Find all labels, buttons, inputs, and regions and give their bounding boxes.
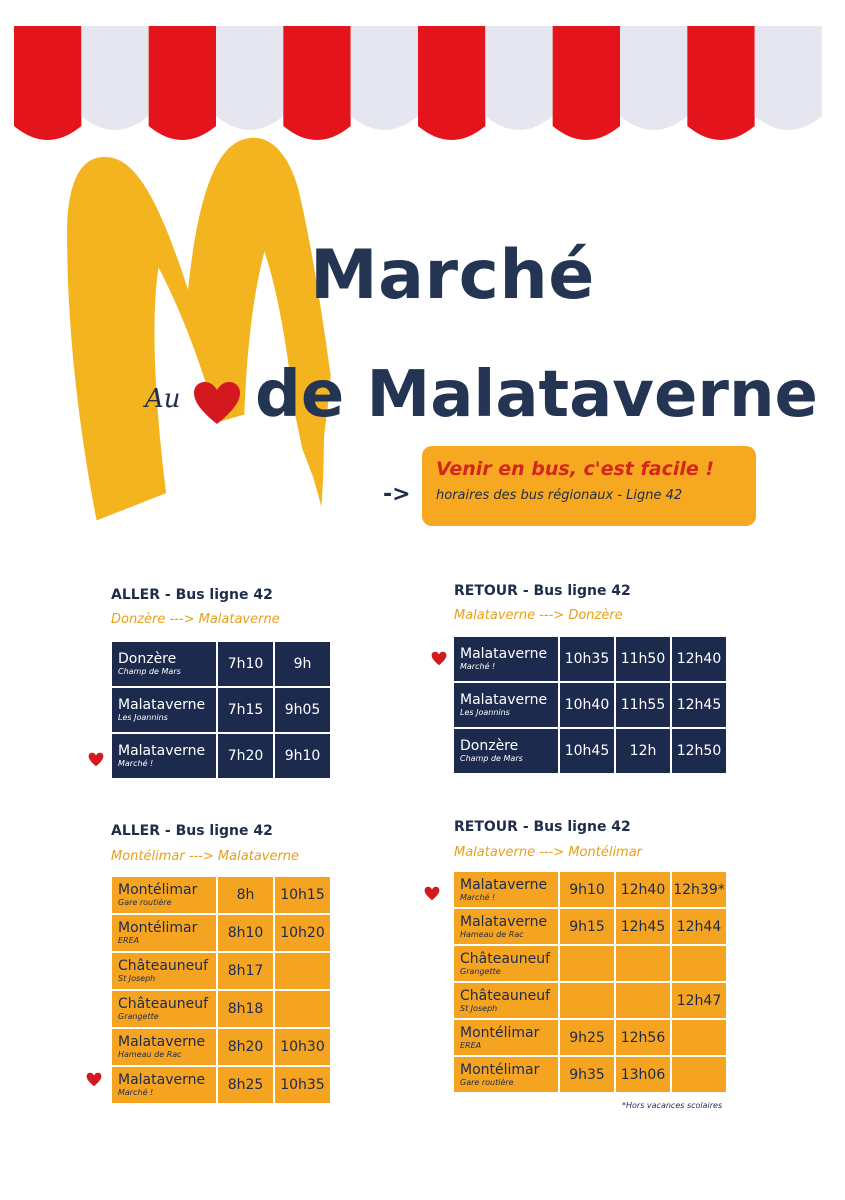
- time-cell: 10h30: [275, 1029, 330, 1065]
- time-cell: 9h25: [560, 1020, 614, 1055]
- table-row: [112, 688, 330, 732]
- stop-cell: [454, 729, 558, 773]
- stop-cell: [454, 872, 558, 907]
- table-row: [454, 1057, 726, 1092]
- timetable-aller-montelimar: [110, 875, 332, 1105]
- time-cell: 12h47: [672, 983, 726, 1018]
- time-cell: 9h05: [275, 688, 330, 732]
- stop-cell: [112, 734, 216, 778]
- stop-name: Donzère: [118, 651, 177, 667]
- stop-cell: [112, 953, 216, 989]
- stop-name: Malataverne: [460, 692, 548, 708]
- stop-name: Châteauneuf: [118, 996, 209, 1012]
- stop-cell: [112, 1067, 216, 1103]
- stop-name: Malataverne: [118, 697, 206, 713]
- stop-cell: [454, 1020, 558, 1055]
- timetable-retour-montelimar: [452, 870, 728, 1094]
- stop-subname: Hameau de Rac: [460, 929, 524, 939]
- time-cell: 12h45: [672, 683, 726, 727]
- time-cell: [616, 946, 670, 981]
- stop-cell: [112, 991, 216, 1027]
- time-cell: 12h56: [616, 1020, 670, 1055]
- table-row: [454, 729, 726, 773]
- aller2-title: ALLER - Bus ligne 42: [111, 823, 273, 839]
- stop-name: Malataverne: [460, 646, 548, 662]
- table-row: [454, 637, 726, 681]
- timetable-retour-donzere: [452, 635, 728, 775]
- time-cell: [275, 953, 330, 989]
- time-cell: 7h15: [218, 688, 273, 732]
- stop-subname: St Joseph: [460, 1003, 498, 1013]
- time-cell: 11h55: [616, 683, 670, 727]
- stop-subname: Hameau de Rac: [118, 1050, 182, 1059]
- time-cell: 10h20: [275, 915, 330, 951]
- aller1-title: ALLER - Bus ligne 42: [111, 587, 273, 603]
- stop-name: Montélimar: [460, 1024, 540, 1041]
- time-cell: 8h20: [218, 1029, 273, 1065]
- time-cell: 7h20: [218, 734, 273, 778]
- bus-subtitle: horaires des bus régionaux - Ligne 42: [436, 488, 683, 503]
- time-cell: 13h06: [616, 1057, 670, 1092]
- table-row: [454, 983, 726, 1018]
- time-cell: [672, 1020, 726, 1055]
- time-cell: 8h25: [218, 1067, 273, 1103]
- table-row: [112, 953, 330, 989]
- time-cell: 9h10: [560, 872, 614, 907]
- table-row: [112, 734, 330, 778]
- arrow-icon: ->: [383, 482, 411, 507]
- stop-cell: [112, 688, 216, 732]
- stop-subname: Marché !: [118, 1088, 154, 1097]
- time-cell: 8h17: [218, 953, 273, 989]
- awning-stripe-white: [351, 26, 418, 130]
- stop-subname: EREA: [118, 936, 140, 945]
- table-row: [112, 991, 330, 1027]
- time-cell: 12h45: [616, 909, 670, 944]
- aller2-route: Montélimar ---> Malataverne: [111, 849, 300, 864]
- stop-cell: [454, 637, 558, 681]
- heart-icon: [431, 651, 447, 666]
- stop-cell: [454, 909, 558, 944]
- time-cell: 12h40: [672, 637, 726, 681]
- time-cell: 10h35: [560, 637, 614, 681]
- stop-name: Montélimar: [118, 920, 198, 936]
- stop-name: Montélimar: [460, 1061, 540, 1078]
- stop-cell: [454, 983, 558, 1018]
- title-marche: Marché: [310, 236, 595, 315]
- time-cell: [560, 946, 614, 981]
- time-cell: [616, 983, 670, 1018]
- table-row: [454, 683, 726, 727]
- stop-cell: [112, 1029, 216, 1065]
- stop-cell: [454, 1057, 558, 1092]
- stop-name: Châteauneuf: [460, 950, 551, 967]
- time-cell: [672, 946, 726, 981]
- time-cell: 11h50: [616, 637, 670, 681]
- table-row: [454, 872, 726, 907]
- table-row: [454, 909, 726, 944]
- stop-subname: Marché !: [460, 662, 496, 671]
- awning-stripe-white: [620, 26, 687, 130]
- heart-icon: [424, 886, 440, 901]
- table-row: [454, 1020, 726, 1055]
- stop-subname: Les Joannins: [460, 708, 510, 717]
- stop-cell: [112, 915, 216, 951]
- time-cell: 9h10: [275, 734, 330, 778]
- time-cell: 10h15: [275, 877, 330, 913]
- title-malataverne: de Malataverne: [255, 358, 818, 432]
- stop-subname: Les Joannins: [118, 713, 168, 722]
- stop-subname: Grangette: [118, 1012, 159, 1021]
- time-cell: 12h50: [672, 729, 726, 773]
- table-row: [112, 642, 330, 686]
- retour2-title: RETOUR - Bus ligne 42: [454, 819, 631, 835]
- time-cell: [560, 983, 614, 1018]
- time-cell: [275, 991, 330, 1027]
- time-cell: 8h18: [218, 991, 273, 1027]
- time-cell: 10h45: [560, 729, 614, 773]
- retour1-title: RETOUR - Bus ligne 42: [454, 583, 631, 599]
- retour2-route: Malataverne ---> Montélimar: [454, 845, 643, 860]
- heart-icon: [88, 752, 104, 767]
- stop-subname: St Joseph: [118, 974, 156, 983]
- stop-subname: Marché !: [118, 759, 154, 768]
- time-cell: 12h44: [672, 909, 726, 944]
- stop-cell: [454, 946, 558, 981]
- aller1-route: Donzère ---> Malataverne: [111, 612, 280, 627]
- timetable-aller-donzere: [110, 640, 332, 780]
- time-cell: 9h35: [560, 1057, 614, 1092]
- stop-name: Malataverne: [460, 876, 548, 893]
- stop-name: Châteauneuf: [460, 987, 551, 1004]
- time-cell: 8h10: [218, 915, 273, 951]
- bus-banner: [422, 446, 756, 526]
- awning-stripe-white: [755, 26, 822, 130]
- time-cell: 12h39*: [672, 872, 726, 907]
- table-row: [454, 946, 726, 981]
- stop-subname: Marché !: [460, 892, 496, 902]
- time-cell: [672, 1057, 726, 1092]
- bus-tagline: Venir en bus, c'est facile !: [436, 458, 715, 480]
- stop-name: Malataverne: [118, 743, 206, 759]
- retour1-route: Malataverne ---> Donzère: [454, 608, 623, 623]
- stop-name: Malataverne: [118, 1072, 206, 1088]
- time-cell: 12h: [616, 729, 670, 773]
- table-row: [112, 915, 330, 951]
- awning-stripe-red: [687, 26, 754, 140]
- awning-stripe-red: [418, 26, 485, 140]
- time-cell: 8h: [218, 877, 273, 913]
- heart-icon: [192, 380, 242, 426]
- stop-subname: Gare routière: [118, 898, 172, 907]
- footnote: *Hors vacances scolaires: [622, 1101, 723, 1110]
- stop-name: Montélimar: [118, 882, 198, 898]
- stop-name: Malataverne: [460, 913, 548, 930]
- awning-stripe-white: [485, 26, 552, 130]
- stop-name: Donzère: [460, 738, 519, 754]
- stop-subname: Champ de Mars: [460, 754, 523, 763]
- table-row: [112, 1067, 330, 1103]
- heart-icon: [86, 1072, 102, 1087]
- stop-cell: [454, 683, 558, 727]
- stop-subname: Gare routière: [460, 1077, 514, 1087]
- table-row: [112, 1029, 330, 1065]
- time-cell: 10h35: [275, 1067, 330, 1103]
- table-row: [112, 877, 330, 913]
- title-au: Au: [145, 384, 181, 414]
- stop-subname: Champ de Mars: [118, 667, 181, 676]
- time-cell: 12h40: [616, 872, 670, 907]
- awning-stripe-red: [553, 26, 620, 140]
- stop-subname: EREA: [460, 1040, 482, 1050]
- stop-name: Châteauneuf: [118, 958, 209, 974]
- time-cell: 9h15: [560, 909, 614, 944]
- stop-subname: Grangette: [460, 966, 501, 976]
- time-cell: 10h40: [560, 683, 614, 727]
- stop-name: Malataverne: [118, 1034, 206, 1050]
- time-cell: 7h10: [218, 642, 273, 686]
- time-cell: 9h: [275, 642, 330, 686]
- stop-cell: [112, 642, 216, 686]
- stop-cell: [112, 877, 216, 913]
